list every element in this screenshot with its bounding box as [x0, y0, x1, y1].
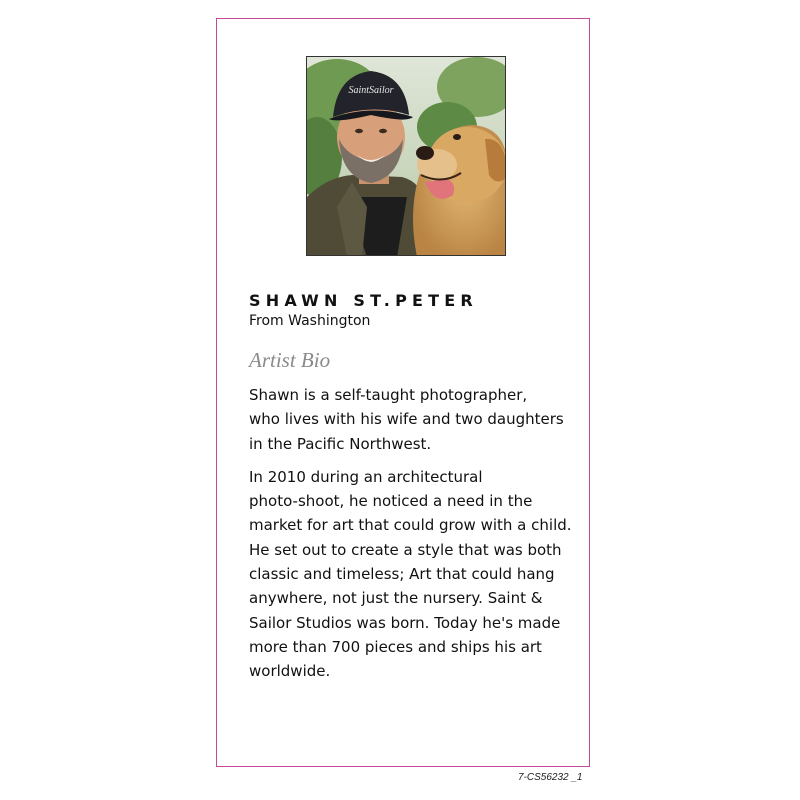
bio-line: Sailor Studios was born. Today he's made [249, 613, 561, 632]
bio-line: who lives with his wife and two daughters [249, 410, 564, 429]
bio-paragraph-2 [249, 465, 579, 684]
artist-photo [306, 56, 506, 256]
bio-line: more than 700 pieces and ships his art [249, 637, 542, 656]
bio-heading: Artist Bio [249, 348, 331, 372]
bio-text [249, 383, 579, 684]
bio-line: In 2010 during an architectural [249, 467, 483, 486]
bio-paragraph-1 [249, 383, 579, 456]
artist-name: SHAWN ST.PETER [249, 291, 478, 310]
artist-bio-card [216, 18, 590, 767]
cap-logo-text: SaintSailor [348, 85, 394, 96]
artist-with-dog-image [307, 57, 506, 256]
artist-origin: From Washington [249, 313, 371, 329]
bio-line: Shawn is a self-taught photographer, [249, 386, 528, 404]
bio-line: market for art that could grow with a child. [249, 516, 572, 535]
bio-line: anywhere, not just the nursery. Saint & [249, 589, 543, 608]
bio-line: worldwide. [249, 662, 331, 681]
bio-line: photo-shoot, he noticed a need in the [249, 492, 533, 511]
bio-line: He set out to create a style that was both [249, 540, 562, 559]
sku-label: 7-CS56232 _1 [518, 772, 583, 783]
bio-line: in the Pacific Northwest. [249, 434, 432, 453]
bio-line: classic and timeless; Art that could hang [249, 565, 555, 584]
